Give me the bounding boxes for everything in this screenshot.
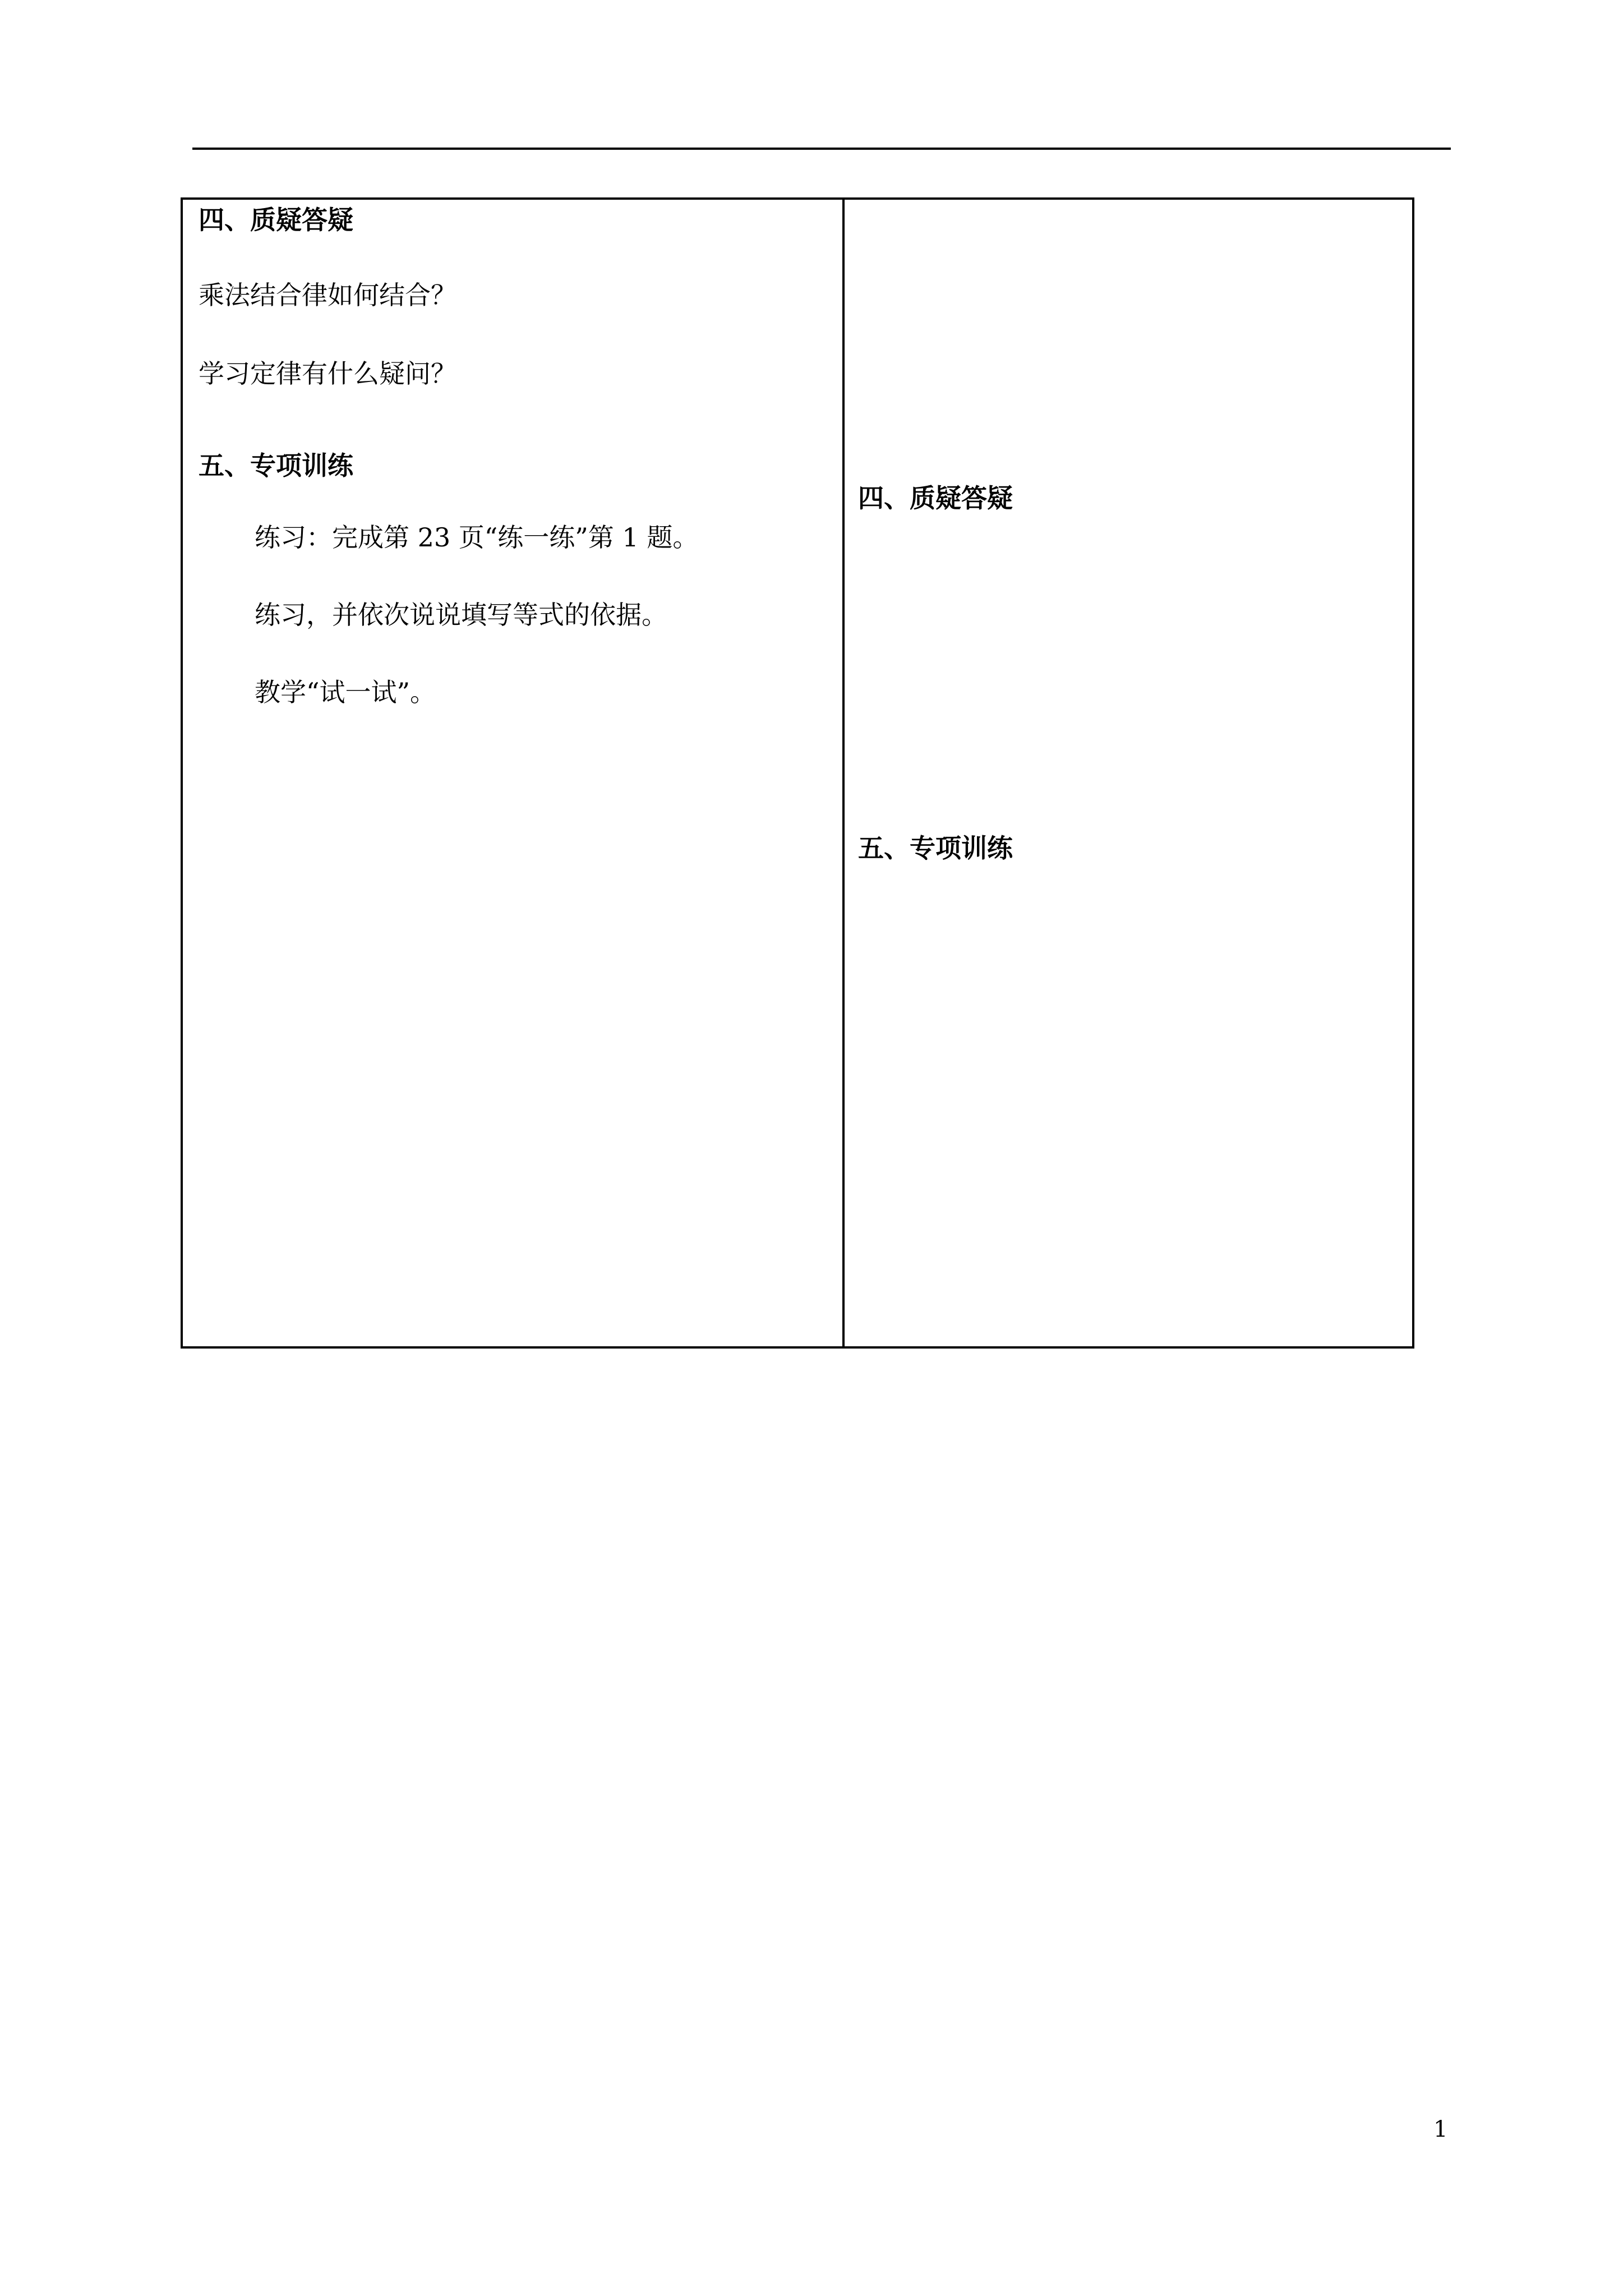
question-1: 乘法结合律如何结合？ bbox=[199, 280, 457, 310]
right-section4-heading: 四、质疑答疑 bbox=[858, 483, 1013, 513]
left-cell bbox=[183, 200, 842, 1346]
exercise-1: 练习：完成第 23 页“练一练”第 1 题。 bbox=[255, 522, 699, 553]
right-cell bbox=[845, 200, 1414, 1346]
header-rule bbox=[192, 148, 1451, 150]
page-number: 1 bbox=[1433, 2116, 1448, 2142]
left-section4-heading: 四、质疑答疑 bbox=[199, 205, 353, 235]
question-2: 学习定律有什么疑问？ bbox=[199, 358, 457, 389]
left-section5-heading: 五、专项训练 bbox=[199, 450, 353, 481]
lesson-table bbox=[181, 197, 1414, 1349]
right-section5-heading: 五、专项训练 bbox=[858, 833, 1013, 863]
exercise-3: 教学“试一试”。 bbox=[255, 677, 436, 707]
exercise-2: 练习，并依次说说填写等式的依据。 bbox=[255, 600, 667, 630]
